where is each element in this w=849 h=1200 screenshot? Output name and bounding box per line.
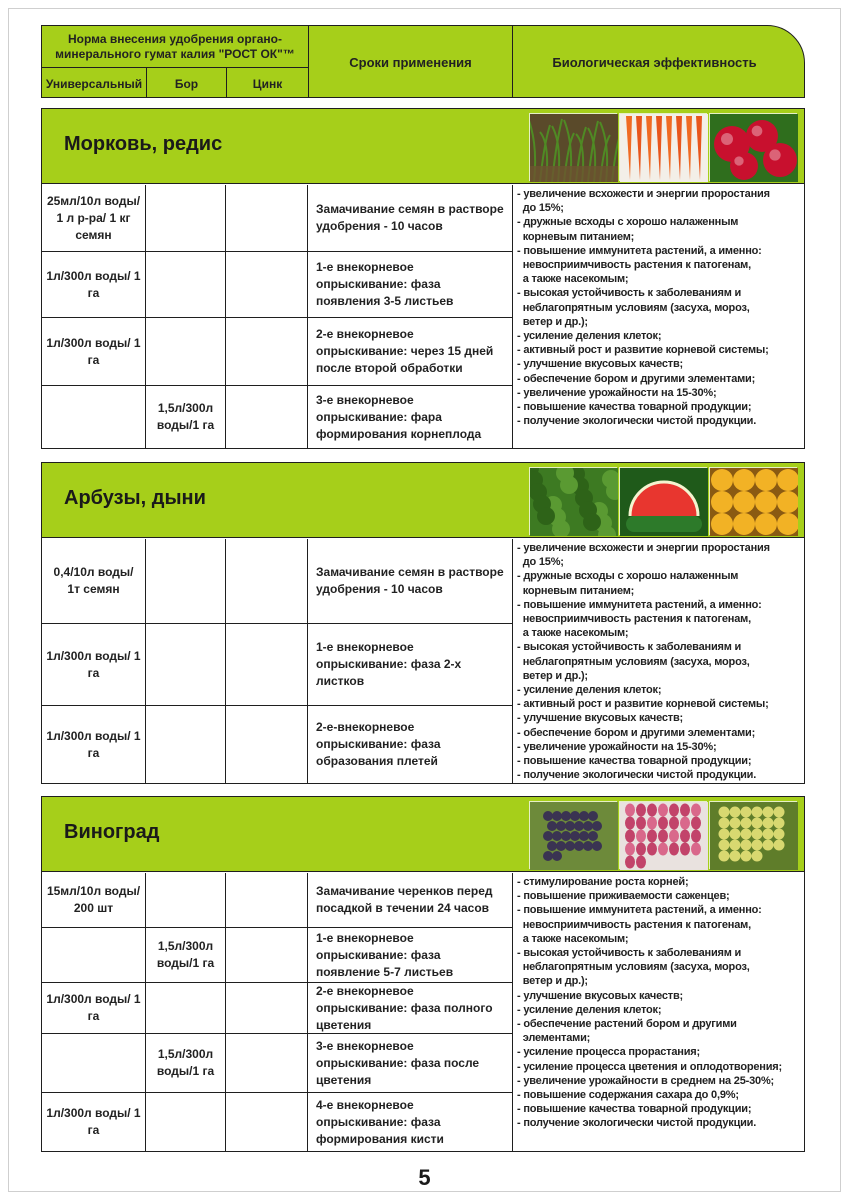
bio-line: до 15%; bbox=[517, 202, 564, 215]
cell-zinc bbox=[226, 706, 308, 783]
bio-efficiency-list bbox=[513, 185, 804, 448]
crop-title: Виноград bbox=[64, 821, 160, 843]
bio-line: - активный рост и развитие корневой системы; bbox=[517, 698, 769, 711]
cell-term: 3-е внекорневое опрыскивание: фара формирования корнеплода bbox=[308, 386, 513, 448]
cell-bor bbox=[146, 624, 226, 706]
green-grapes-photo bbox=[709, 801, 797, 869]
carrot-greens-photo bbox=[529, 113, 617, 181]
bio-line: а также насекомым; bbox=[517, 627, 629, 640]
bio-line: неблагопрятным условиям (засуха, мороз, bbox=[517, 301, 750, 314]
table-header bbox=[41, 25, 805, 98]
bio-line: - получение экологически чистой продукции. bbox=[517, 769, 757, 782]
melon-leaves-photo bbox=[529, 467, 617, 535]
bio-line: невосприимчивость растения к патогенам, bbox=[517, 918, 751, 931]
cell-universal: 25мл/10л воды/ 1 л р-ра/ 1 кг семян bbox=[42, 185, 146, 252]
bio-line: - улучшение вкусовых качеств; bbox=[517, 358, 684, 371]
bio-line: неблагопрятным условиям (засуха, мороз, bbox=[517, 961, 750, 974]
bio-line: до 15%; bbox=[517, 556, 564, 569]
cell-bor bbox=[146, 1093, 226, 1151]
watermelon-photo bbox=[619, 467, 707, 535]
bio-line: - усиление деления клеток; bbox=[517, 330, 662, 343]
cell-term: 1-е внекорневое опрыскивание: фаза появления 3-5 листьев bbox=[308, 252, 513, 318]
crop-section bbox=[41, 462, 805, 784]
cell-term: 2-е внекорневое опрыскивание: через 15 дней после второй обработки bbox=[308, 318, 513, 386]
cell-term: Замачивание семян в растворе удобрения - 10 часов bbox=[308, 539, 513, 624]
bio-line: - высокая устойчивость к заболеваниям и bbox=[517, 641, 742, 654]
cell-zinc bbox=[226, 386, 308, 448]
crop-section bbox=[41, 796, 805, 1152]
cell-universal: 1л/300л воды/ 1 га bbox=[42, 252, 146, 318]
bio-line: элементами; bbox=[517, 1032, 591, 1045]
bio-line: корневым питанием; bbox=[517, 584, 635, 597]
bio-line: - обеспечение бором и другими элементами; bbox=[517, 726, 756, 739]
cell-universal bbox=[42, 928, 146, 983]
melons-photo bbox=[709, 467, 797, 535]
bio-line: - усиление процесса прорастания; bbox=[517, 1046, 700, 1059]
bio-line: - улучшение вкусовых качеств; bbox=[517, 712, 684, 725]
cell-bor: 1,5л/300л воды/1 га bbox=[146, 928, 226, 983]
bio-line: ветер и др.); bbox=[517, 669, 588, 682]
bio-line: - повышение качества товарной продукции; bbox=[517, 1103, 752, 1116]
bio-line: - обеспечение бором и другими элементами; bbox=[517, 372, 756, 385]
cell-universal: 1л/300л воды/ 1 га bbox=[42, 1093, 146, 1151]
cell-universal: 0,4/10л воды/ 1т семян bbox=[42, 539, 146, 624]
cell-zinc bbox=[226, 624, 308, 706]
cell-term: 2-е внекорневое опрыскивание: фаза полного цветения bbox=[308, 983, 513, 1034]
bio-line: - обеспечение растений бором и другими bbox=[517, 1018, 737, 1031]
cell-universal bbox=[42, 1034, 146, 1093]
bio-line: а также насекомым; bbox=[517, 273, 629, 286]
bio-line: - увеличение урожайности в среднем на 25-30%; bbox=[517, 1074, 774, 1087]
cell-zinc bbox=[226, 1034, 308, 1093]
cell-term: 1-е внекорневое опрыскивание: фаза 2-х листков bbox=[308, 624, 513, 706]
bio-line: - высокая устойчивость к заболеваниям и bbox=[517, 287, 742, 300]
crop-banner bbox=[42, 463, 804, 538]
cell-zinc bbox=[226, 928, 308, 983]
bio-line: - получение экологически чистой продукции. bbox=[517, 415, 757, 428]
bio-line: - усиление деления клеток; bbox=[517, 684, 662, 697]
bio-efficiency-list bbox=[513, 873, 804, 1151]
cell-term: Замачивание черенков перед посадкой в течении 24 часов bbox=[308, 873, 513, 928]
bio-line: - повышение качества товарной продукции; bbox=[517, 755, 752, 768]
crop-title: Арбузы, дыни bbox=[64, 487, 206, 509]
cell-bor bbox=[146, 539, 226, 624]
bio-line: - повышение содержания сахара до 0,9%; bbox=[517, 1089, 739, 1102]
bio-line: - улучшение вкусовых качеств; bbox=[517, 989, 684, 1002]
cell-universal: 1л/300л воды/ 1 га bbox=[42, 624, 146, 706]
cell-term: 1-е внекорневое опрыскивание: фаза появление 5-7 листьев bbox=[308, 928, 513, 983]
bio-line: - дружные всходы с хорошо налаженным bbox=[517, 216, 739, 229]
bio-line: - повышение качества товарной продукции; bbox=[517, 401, 752, 414]
carrots-photo bbox=[619, 113, 707, 181]
bio-line: неблагопрятным условиям (засуха, мороз, bbox=[517, 655, 750, 668]
cell-zinc bbox=[226, 539, 308, 624]
bio-line: - увеличение урожайности на 15-30%; bbox=[517, 740, 717, 753]
radish-photo bbox=[709, 113, 797, 181]
bio-line: - высокая устойчивость к заболеваниям и bbox=[517, 947, 742, 960]
header-universal: Универсальный bbox=[42, 68, 147, 98]
cell-bor: 1,5л/300л воды/1 га bbox=[146, 1034, 226, 1093]
header-norm-title: Норма внесения удобрения органо-минерального гумат калия "РОСТ ОК"™ bbox=[42, 26, 309, 68]
cell-universal: 1л/300л воды/ 1 га bbox=[42, 318, 146, 386]
page-number: 5 bbox=[418, 1165, 431, 1190]
header-terms: Сроки применения bbox=[309, 26, 513, 98]
bio-line: - повышение приживаемости саженцев; bbox=[517, 890, 730, 903]
bio-line: невосприимчивость растения к патогенам, bbox=[517, 613, 751, 626]
cell-zinc bbox=[226, 318, 308, 386]
cell-term: Замачивание семян в растворе удобрения - 10 часов bbox=[308, 185, 513, 252]
cell-bor bbox=[146, 185, 226, 252]
bio-line: - увеличение всхожести и энергии проростания bbox=[517, 188, 770, 200]
bio-line: ветер и др.); bbox=[517, 315, 588, 328]
cell-bor bbox=[146, 252, 226, 318]
cell-universal: 1л/300л воды/ 1 га bbox=[42, 706, 146, 783]
cell-universal: 1л/300л воды/ 1 га bbox=[42, 983, 146, 1034]
bio-line: а также насекомым; bbox=[517, 932, 629, 945]
header-bor: Бор bbox=[147, 68, 227, 98]
header-zinc: Цинк bbox=[227, 68, 309, 98]
bio-line: ветер и др.); bbox=[517, 975, 588, 988]
cell-universal bbox=[42, 386, 146, 448]
header-bio: Биологическая эффективность bbox=[552, 55, 757, 70]
bio-line: - дружные всходы с хорошо налаженным bbox=[517, 570, 739, 583]
cell-zinc bbox=[226, 873, 308, 928]
crop-banner bbox=[42, 109, 804, 184]
cell-bor bbox=[146, 706, 226, 783]
bio-line: - усиление деления клеток; bbox=[517, 1003, 662, 1016]
cell-zinc bbox=[226, 185, 308, 252]
cell-universal: 15мл/10л воды/ 200 шт bbox=[42, 873, 146, 928]
crop-banner bbox=[42, 797, 804, 872]
cell-term: 4-е внекорневое опрыскивание: фаза формирования кисти bbox=[308, 1093, 513, 1151]
cell-term: 2-е-внекорневое опрыскивание: фаза образования плетей bbox=[308, 706, 513, 783]
bio-line: - повышение иммунитета растений, а именно: bbox=[517, 244, 762, 257]
cell-bor bbox=[146, 318, 226, 386]
cell-zinc bbox=[226, 252, 308, 318]
cell-zinc bbox=[226, 983, 308, 1034]
bio-efficiency-list bbox=[513, 539, 804, 783]
bio-line: - увеличение всхожести и энергии проростания bbox=[517, 542, 770, 554]
cell-bor: 1,5л/300л воды/1 га bbox=[146, 386, 226, 448]
bio-line: - повышение иммунитета растений, а именно: bbox=[517, 598, 762, 611]
crop-section bbox=[41, 108, 805, 449]
pink-grapes-photo bbox=[619, 801, 707, 869]
cell-zinc bbox=[226, 1093, 308, 1151]
bio-line: корневым питанием; bbox=[517, 230, 635, 243]
bio-line: - активный рост и развитие корневой системы; bbox=[517, 344, 769, 357]
bio-line: - получение экологически чистой продукции. bbox=[517, 1117, 757, 1130]
crop-title: Морковь, редис bbox=[64, 133, 223, 155]
cell-term: 3-е внекорневое опрыскивание: фаза после цветения bbox=[308, 1034, 513, 1093]
dark-grapes-photo bbox=[529, 801, 617, 869]
bio-line: - усиление процесса цветения и оплодотворения; bbox=[517, 1060, 782, 1073]
cell-bor bbox=[146, 983, 226, 1034]
bio-line: - увеличение урожайности на 15-30%; bbox=[517, 386, 717, 399]
bio-line: невосприимчивость растения к патогенам, bbox=[517, 259, 751, 272]
bio-line: - стимулирование роста корней; bbox=[517, 876, 689, 888]
bio-line: - повышение иммунитета растений, а именно: bbox=[517, 904, 762, 917]
cell-bor bbox=[146, 873, 226, 928]
